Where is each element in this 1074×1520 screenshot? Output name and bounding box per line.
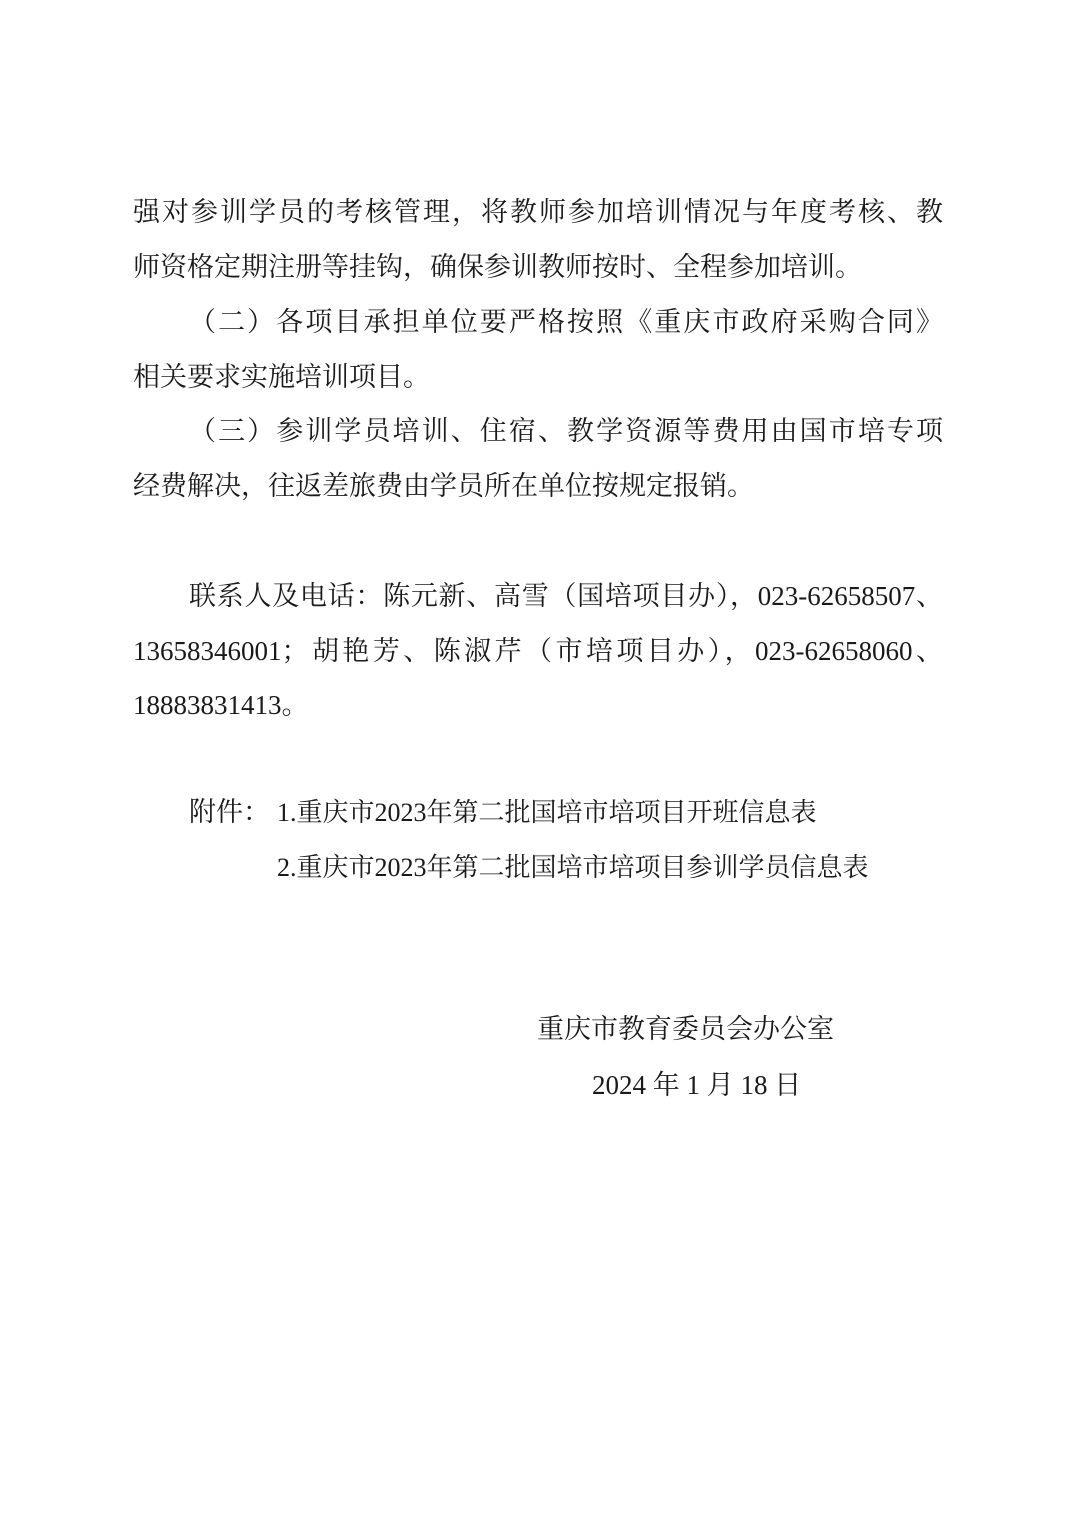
paragraph-line: 强对参训学员的考核管理，将教师参加培训情况与年度考核、教: [133, 197, 943, 228]
paragraph-line: （二）各项目承担单位要严格按照《重庆市政府采购合同》: [189, 307, 943, 338]
paragraph-line: 相关要求实施培训项目。: [133, 362, 430, 393]
attachment-item-2: 2.重庆市2023年第二批国培市培项目参训学员信息表: [277, 853, 869, 882]
attachment-item-1: 1.重庆市2023年第二批国培市培项目开班信息表: [277, 798, 817, 827]
paragraph-line: 经费解决，往返差旅费由学员所在单位按规定报销。: [133, 471, 754, 502]
contact-line: 18883831413。: [133, 690, 309, 720]
paragraph-line: 师资格定期注册等挂钩，确保参训教师按时、全程参加培训。: [133, 252, 862, 283]
contact-line: 联系人及电话：陈元新、高雪（国培项目办），023-62658507、: [189, 581, 943, 611]
signature-date: 2024 年 1 月 18 日: [592, 1070, 802, 1100]
signature-org: 重庆市教育委员会办公室: [537, 1014, 834, 1045]
attachments-label: 附件：: [189, 797, 270, 828]
paragraph-line: （三）参训学员培训、住宿、教学资源等费用由国市培专项: [189, 416, 943, 447]
contact-line: 13658346001；胡艳芳、陈淑芹（市培项目办），023-62658060、: [133, 636, 943, 666]
